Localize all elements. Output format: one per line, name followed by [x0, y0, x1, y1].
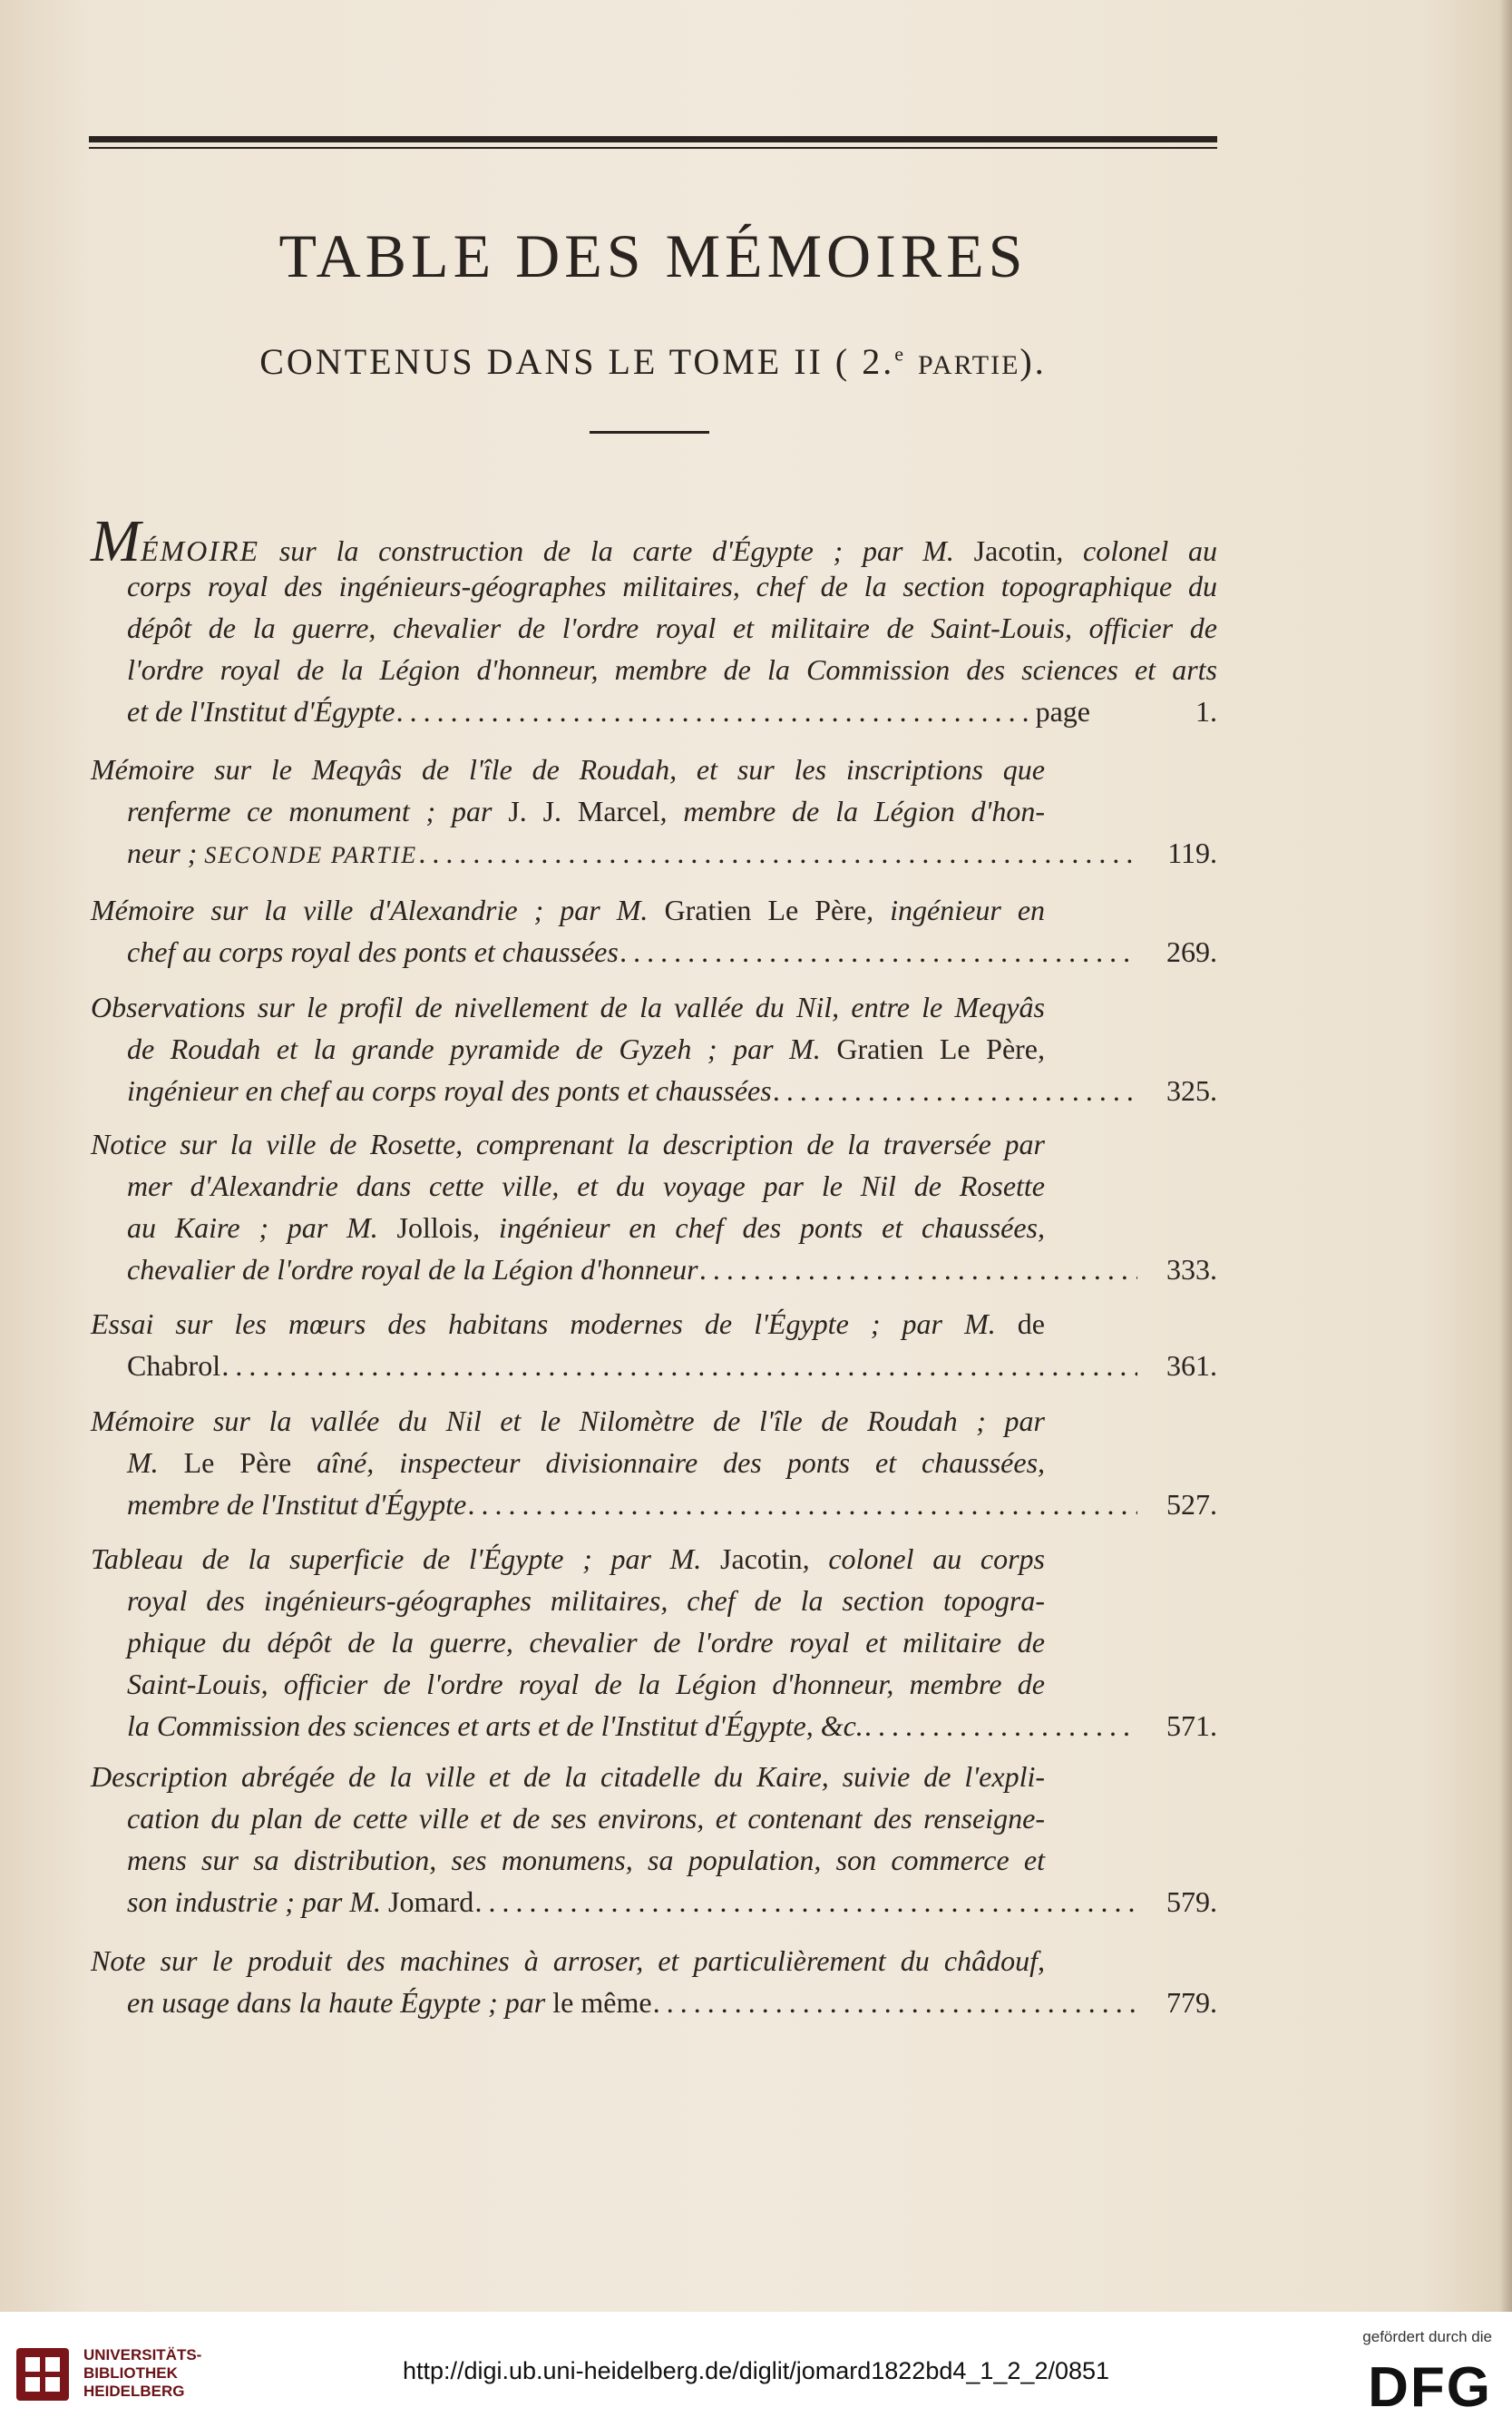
entry-line: l'ordre royal de la Légion d'honneur, membre de la Commission des sciences et arts [127, 653, 1217, 686]
toc-entry [91, 986, 1217, 1111]
entry-last-line: chevalier de l'ordre royal de la Légion d'honneur ..... 333. [91, 1248, 1217, 1290]
author-name: Jacotin [720, 1542, 803, 1575]
entry-last-line: ingénieur en chef au corps royal des ponts et chaussées ..... 325. [91, 1070, 1217, 1111]
page-number: 325. [1166, 1074, 1217, 1107]
entry-line: mens sur sa distribution, ses monumens, sa population, son commerce et [127, 1844, 1045, 1876]
leader-dots [865, 1705, 1137, 1747]
leader-dots [222, 1345, 1137, 1386]
toc-entry [91, 508, 1218, 732]
entry-line: Note sur le produit des machines à arroser, et particulièrement du châdouf, [91, 1944, 1045, 1977]
toc-entry [91, 1303, 1217, 1386]
leader-dots [419, 832, 1137, 874]
author-name: Le Père [183, 1446, 292, 1479]
entry-last-line [91, 1345, 1217, 1386]
entry-last-line: neur ; SECONDE PARTIE ..... 119. [91, 832, 1217, 874]
page-number: 269. [1166, 935, 1217, 968]
entry-line: de Roudah et la grande pyramide de Gyzeh ; par M. Gratien Le Père, [127, 1032, 1046, 1065]
leader-dots [700, 1248, 1137, 1290]
top-rule-thick [89, 136, 1217, 142]
entry-line: Mémoire sur la ville d'Alexandrie ; par M. Gratien Le Père, ingénieur en [91, 894, 1046, 926]
toc-entry [91, 889, 1217, 973]
page-number: 779. [1166, 1986, 1217, 2019]
author-name: Jacotin [973, 534, 1057, 567]
page-number: 527. [1166, 1488, 1217, 1521]
entry-line: phique du dépôt de la guerre, chevalier de l'ordre royal et militaire de [127, 1626, 1045, 1659]
top-rule-thin [89, 147, 1217, 149]
dropcap: M [91, 508, 141, 574]
entry-line: M. Le Père aîné, inspecteur divisionnaire des ponts et chaussées, [127, 1446, 1046, 1479]
entry-line: Description abrégée de la ville et de la citadelle du Kaire, suivie de l'expli- [91, 1760, 1045, 1793]
entry-last-line: en usage dans la haute Égypte ; par le même ..... 779. [91, 1982, 1217, 2023]
toc-entry [91, 1400, 1217, 1525]
entry-line: Saint-Louis, officier de l'ordre royal de la Légion d'honneur, membre de [127, 1668, 1045, 1700]
entry-line: au Kaire ; par M. Jollois, ingénieur en chef des ponts et chaussées, [127, 1211, 1045, 1244]
entry-line: corps royal des ingénieurs-géographes militaires, chef de la section topographique du [127, 570, 1217, 602]
leader-dots [774, 1070, 1137, 1111]
entry-last-line: la Commission des sciences et arts et de l'Institut d'Égypte, &c. ..... 571. [91, 1705, 1217, 1747]
entry-last-line: et de l'Institut d'Égypte ..... page 1. [91, 690, 1217, 732]
entry-line: Essai sur les mœurs des habitans modernes de l'Égypte ; par M. de [91, 1307, 1045, 1340]
page-number: 361. [1166, 1349, 1217, 1382]
author-name: Chabrol [127, 1349, 221, 1382]
entry-line: Mémoire sur le Meqyâs de l'île de Roudah, et sur les inscriptions que [91, 753, 1045, 786]
toc-entry [91, 1940, 1217, 2023]
author-name: Jollois [396, 1211, 473, 1244]
toc-entry [91, 1756, 1217, 1923]
viewer-footer [0, 2312, 1512, 2427]
entry-line: Observations sur le profil de nivellement de la vallée du Nil, entre le Meqyâs [91, 991, 1045, 1023]
entry-line: renferme ce monument ; par J. J. Marcel, membre de la Légion d'hon- [127, 795, 1046, 827]
toc-entry [91, 749, 1217, 874]
page-number: 333. [1166, 1253, 1217, 1286]
page-subtitle [0, 340, 1306, 383]
subtitle-main: CONTENUS DANS LE TOME II ( 2. [259, 341, 895, 382]
entry-line: Mémoire sur la vallée du Nil et le Nilomètre de l'île de Roudah ; par [91, 1404, 1045, 1437]
entry-last-line: son industrie ; par M. Jomard ..... 579. [91, 1881, 1217, 1923]
author-name: le même [552, 1986, 652, 2019]
author-name: Jomard [388, 1885, 474, 1918]
leader-dots [475, 1881, 1137, 1923]
entry-line: cation du plan de cette ville et de ses environs, et contenant des renseigne- [127, 1802, 1045, 1835]
entry-line: Notice sur la ville de Rosette, comprenant la description de la traversée par [91, 1128, 1045, 1160]
page-number: 579. [1166, 1885, 1217, 1918]
title-divider [590, 431, 709, 434]
funder-label: gefördert durch die [1362, 2328, 1492, 2345]
library-name: UNIVERSITÄTS- BIBLIOTHEK HEIDELBERG [83, 2346, 202, 2400]
author-name: J. J. Marcel [508, 795, 660, 827]
author-name: Gratien Le Père [664, 894, 867, 926]
permalink-url[interactable]: http://digi.ub.uni-heidelberg.de/diglit/jomard1822bd4_1_2_2/0851 [402, 2357, 1110, 2384]
toc-entry [91, 1123, 1217, 1290]
subtitle-superscript: e [894, 342, 906, 366]
entry-line: MÉMOIRE sur la construction de la carte d'Égypte ; par M. Jacotin, colonel au [91, 508, 1218, 574]
subtitle-close: ). [1019, 341, 1047, 382]
entry-line: mer d'Alexandrie dans cette ville, et du voyage par le Nil de Rosette [127, 1169, 1045, 1202]
page-number: 119. [1167, 837, 1217, 869]
page-title: TABLE DES MÉMOIRES [278, 221, 1028, 290]
leader-dots [396, 690, 1028, 732]
page-label: page [1035, 695, 1090, 728]
leader-dots [468, 1483, 1137, 1525]
page-number: 571. [1166, 1709, 1217, 1742]
dfg-logo: DFG [1368, 2356, 1492, 2419]
entry-line: dépôt de la guerre, chevalier de l'ordre royal et militaire de Saint-Louis, officier de [127, 612, 1217, 644]
subtitle-partie: PARTIE [917, 350, 1020, 380]
author-particle: de [1017, 1307, 1045, 1340]
leader-dots [620, 931, 1137, 973]
entry-last-line: chef au corps royal des ponts et chaussées ..... 269. [91, 931, 1217, 973]
author-name: Gratien Le Père [836, 1032, 1039, 1065]
page-number: 1. [1195, 695, 1217, 728]
toc-entry [91, 1538, 1217, 1747]
entry-last-line: membre de l'Institut d'Égypte ..... 527. [91, 1483, 1217, 1525]
entry-line: Tableau de la superficie de l'Égypte ; par M. Jacotin, colonel au corps [91, 1542, 1046, 1575]
leader-dots [654, 1982, 1137, 2023]
entry-line: royal des ingénieurs-géographes militaires, chef de la section topogra- [127, 1584, 1045, 1617]
